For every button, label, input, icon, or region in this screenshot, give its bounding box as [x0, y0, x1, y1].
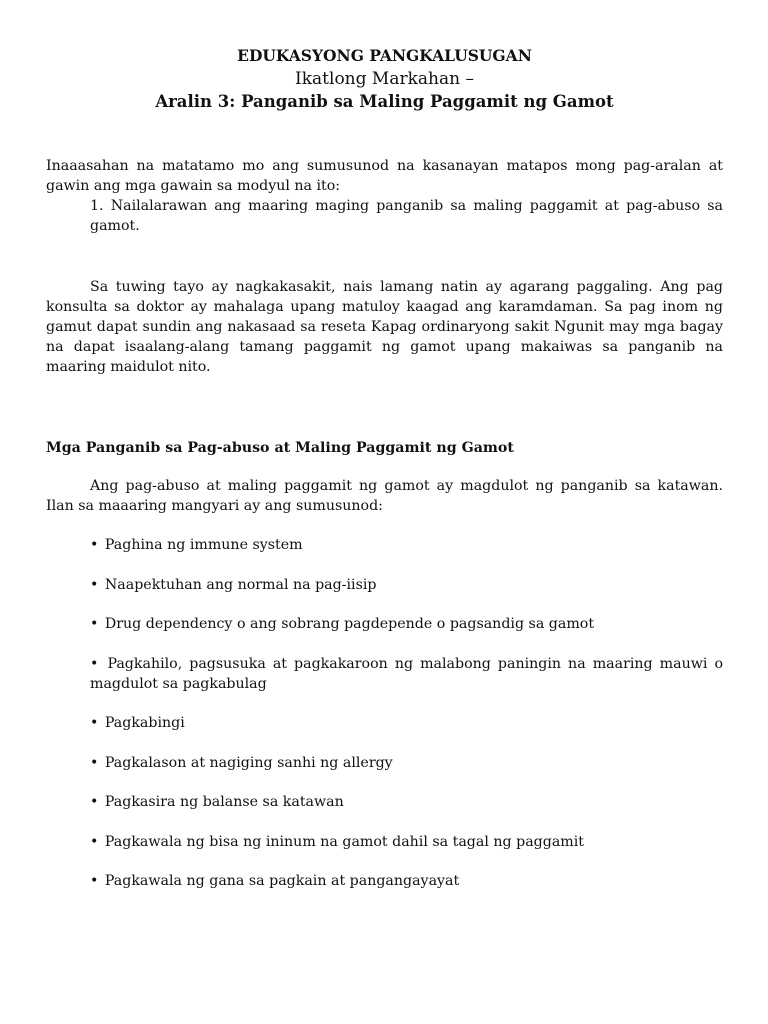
intro-paragraph: Inaaasahan na matatamo mo ang sumusunod na kasanayan matapos mong pag-aralan at gawin ang mga gawain sa modyul na ito: — [46, 158, 723, 194]
list-item — [90, 871, 723, 891]
bullet-icon: • — [90, 715, 99, 731]
list-item-text: Paghina ng immune system — [104, 537, 303, 553]
list-item-text: Naapektuhan ang normal na pag-iisip — [104, 576, 377, 593]
list-item — [90, 753, 723, 773]
section-paragraph: Ang pag-abuso at maling paggamit ng gamot ay magdulot ng panganib sa katawan. Ilan sa maaaring mangyari ay ang sumusunod: — [46, 478, 723, 514]
objective-item: 1. Nailalarawan ang maaring maging panganib sa maling paggamit at pag-abuso sa gamot. — [90, 198, 723, 234]
lesson-title: Aralin 3: Panganib sa Maling Paggamit ng Gamot — [155, 92, 614, 111]
intro-body-paragraph: Sa tuwing tayo ay nagkakasakit, nais lamang natin ay agarang paggaling. Ang pag konsulta sa doktor ay mahalaga upang matuloy kaagad ang karamdaman. Sa pag inom ng gamut dapat sundin ang nakasaad sa reseta Kapag ordinaryong sakit Ngunit may mga bagay na dapat isaalang-alang tamang paggamit ng gamot upang makaiwas sa panganib na maaring maidulot nito. — [46, 279, 723, 375]
list-item — [90, 792, 723, 812]
bullet-icon: • — [90, 616, 99, 632]
list-item-text: Pagkalason at nagiging sanhi ng allergy — [104, 754, 393, 771]
list-item — [90, 654, 723, 694]
section-heading: Mga Panganib sa Pag-abuso at Maling Paggamit ng Gamot — [46, 440, 514, 456]
bullet-icon: • — [90, 655, 99, 672]
list-item — [90, 713, 723, 733]
list-item-text: Drug dependency o ang sobrang pagdepende o pagsandig sa gamot — [104, 616, 595, 632]
list-item — [90, 575, 723, 595]
quarter-subtitle: Ikatlong Markahan – — [295, 69, 474, 89]
list-item — [90, 614, 723, 634]
risk-list — [46, 535, 723, 891]
document-page — [46, 44, 723, 911]
bullet-icon: • — [90, 794, 99, 810]
bullet-icon: • — [90, 537, 99, 553]
list-item-text: Pagkabingi — [104, 715, 185, 731]
bullet-icon: • — [90, 576, 99, 593]
list-item-text: Pagkahilo, pagsusuka at pagkakaroon ng malabong paningin na maaring mauwi o magdulot sa pagkabulag — [90, 655, 723, 692]
bullet-icon: • — [90, 833, 99, 850]
list-item — [90, 535, 723, 555]
list-item — [90, 832, 723, 852]
subject-title: EDUKASYONG PANGKALUSUGAN — [237, 46, 532, 65]
bullet-icon: • — [90, 873, 99, 889]
list-item-text: Pagkawala ng bisa ng ininum na gamot dahil sa tagal ng paggamit — [104, 833, 584, 850]
list-item-text: Pagkasira ng balanse sa katawan — [104, 794, 344, 810]
list-item-text: Pagkawala ng gana sa pagkain at pangangayayat — [104, 873, 460, 889]
bullet-icon: • — [90, 754, 99, 771]
